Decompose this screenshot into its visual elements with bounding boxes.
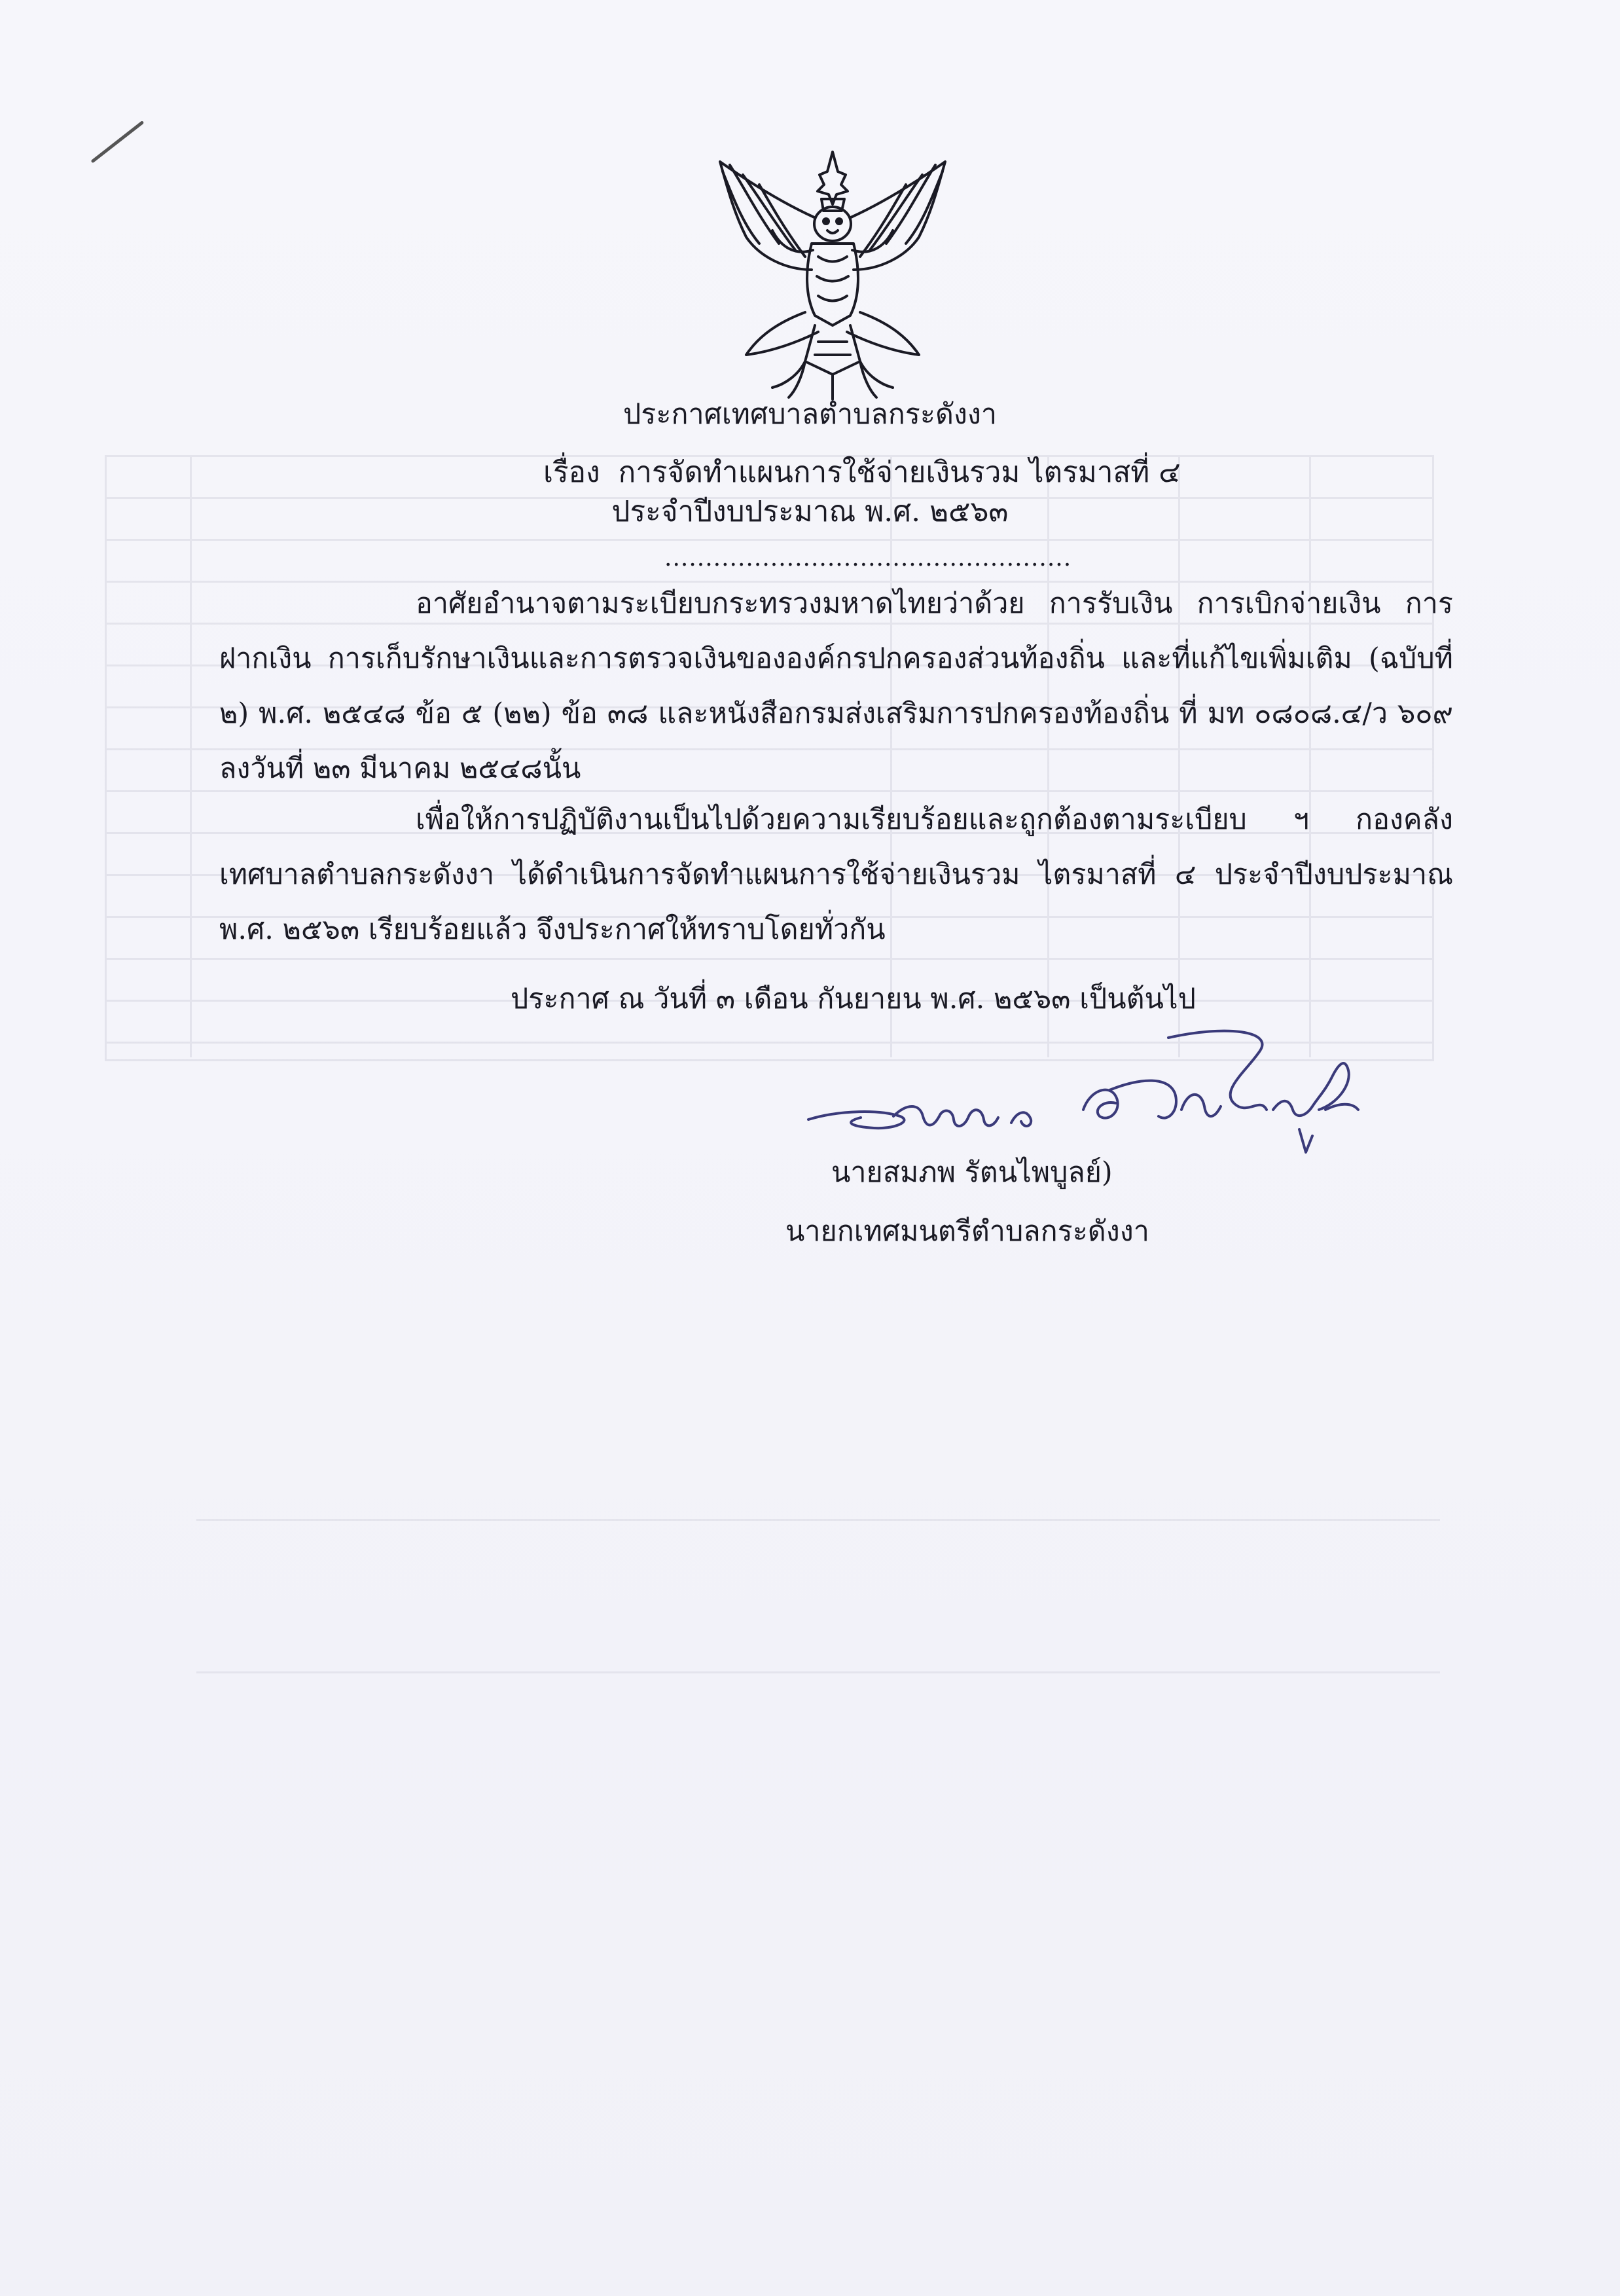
subject-line xyxy=(543,458,1181,487)
dotted-separator: .................................................. xyxy=(664,545,1072,572)
subject-label: เรื่อง xyxy=(543,456,600,489)
proclamation-date: ประกาศ ณ วันที่ ๓ เดือน กันยายน พ.ศ. ๒๕๖๓ เป็นต้นไป xyxy=(511,983,1196,1015)
fiscal-year-line: ประจำปีงบประมาณ พ.ศ. ๒๕๖๓ xyxy=(611,495,1009,528)
paragraph-authority-text: อาศัยอำนาจตามระเบียบกระทรวงมหาดไทยว่าด้วย การรับเงิน การเบิกจ่ายเงิน การฝากเงิน การเก็บรักษาเงินและการตรวจเงินขององค์กรปกครองส่วนท้องถิ่น และที่แก้ไขเพิ่มเติม (ฉบับที่ ๒) พ.ศ. ๒๕๔๘ ข้อ ๕ (๒๒) ข้อ ๓๘ และหนังสือกรมส่งเสริมการปกครองท้องถิ่น ที่ มท ๐๘๐๘.๔/ว ๖๐๙ ลงวันที่ ๒๓ มีนาคม ๒๕๔๘นั้น xyxy=(219,587,1453,785)
paragraph-purpose xyxy=(219,792,1453,957)
paragraph-authority xyxy=(219,576,1453,796)
pen-mark xyxy=(90,120,144,164)
handwritten-signature-icon xyxy=(802,1011,1391,1169)
subject-text: การจัดทำแผนการใช้จ่ายเงินรวม ไตรมาสที่ ๔ xyxy=(618,456,1181,489)
organization-title: ประกาศเทศบาลตำบลกระดังงา xyxy=(622,398,998,431)
paragraph-purpose-text: เพื่อให้การปฏิบัติงานเป็นไปด้วยความเรียบร้อยและถูกต้องตามระเบียบ ฯ กองคลังเทศบาลตำบลกระดังงา ได้ดำเนินการจัดทำแผนการใช้จ่ายเงินรวม ไตรมาสที่ ๔ ประจำปีงบประมาณ พ.ศ. ๒๕๖๓ เรียบร้อยแล้ว จึงประกาศให้ทราบโดยทั่วกัน xyxy=(219,803,1453,946)
garuda-emblem-icon xyxy=(707,145,959,401)
signer-name: นายสมภพ รัตนไพบูลย์) xyxy=(831,1156,1113,1189)
bleed-through-footer xyxy=(196,1519,1440,1673)
signer-position: นายกเทศมนตรีตำบลกระดังงา xyxy=(785,1215,1149,1248)
